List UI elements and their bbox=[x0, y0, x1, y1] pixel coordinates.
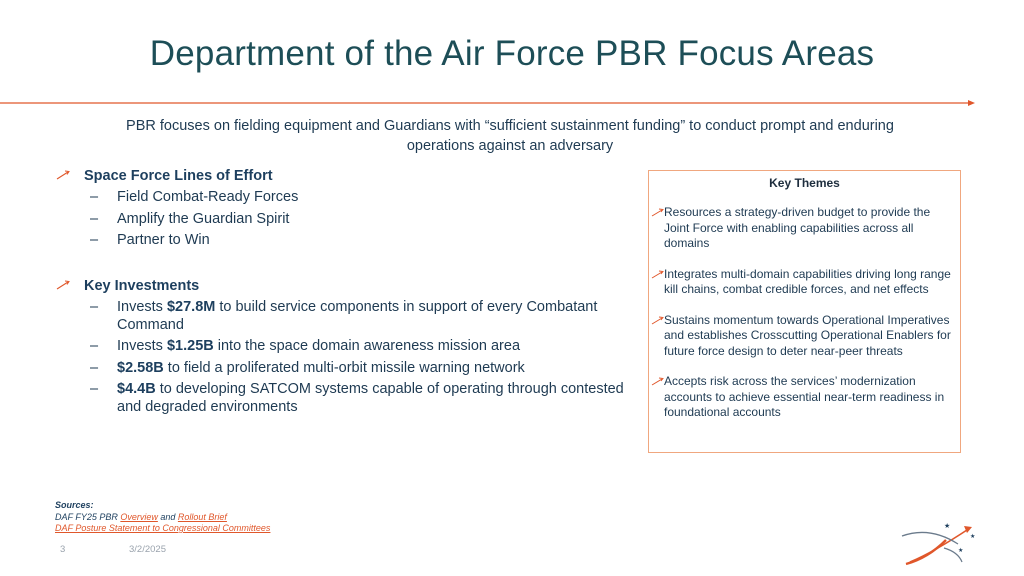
sources-label: Sources: bbox=[55, 500, 94, 510]
list-item: – Invests $1.25B into the space domain awareness mission area bbox=[90, 338, 521, 354]
sources-line-1: DAF FY25 PBR Overview and Rollout Brief bbox=[55, 511, 227, 522]
posture-statement-link[interactable]: DAF Posture Statement to Congressional Committees bbox=[55, 523, 271, 533]
list-item: – $4.4B to developing SATCOM systems capable of operating through contested and degraded environments bbox=[90, 381, 624, 415]
page-title: Department of the Air Force PBR Focus Areas bbox=[149, 34, 875, 73]
overview-link[interactable]: Overview bbox=[120, 511, 158, 522]
list-item-text: Amplify the Guardian Spirit bbox=[117, 210, 290, 227]
theme-text: Sustains momentum towards Operational Imperatives and establishes Crosscutting Operational Enablers for future force design to deter near-peer threats bbox=[664, 312, 951, 358]
theme-item bbox=[649, 267, 960, 298]
investment-amount: $27.8M bbox=[166, 298, 216, 315]
list-item-text: Field Combat-Ready Forces bbox=[117, 189, 299, 205]
investment-amount: $2.58B bbox=[117, 359, 164, 376]
list-item: – Field Combat-Ready Forces bbox=[90, 189, 299, 205]
key-investments-heading bbox=[56, 276, 636, 296]
arrow-bullet-icon bbox=[56, 279, 70, 291]
arrow-bullet-icon bbox=[651, 269, 664, 279]
svg-text:★: ★ bbox=[944, 522, 951, 530]
title-divider bbox=[0, 98, 975, 108]
footer-date: 3/2/2025 bbox=[129, 544, 166, 555]
page-number: 3 bbox=[60, 544, 66, 555]
theme-text: Resources a strategy-driven budget to provide the Joint Force with enabling capabilities across all domains bbox=[664, 205, 931, 250]
arrow-bullet-icon bbox=[651, 207, 664, 217]
arrow-bullet-icon bbox=[651, 376, 664, 386]
svg-text:★: ★ bbox=[970, 533, 976, 540]
arrow-bullet-icon bbox=[651, 315, 664, 325]
lines-of-effort-heading-text: Space Force Lines of Effort bbox=[84, 168, 273, 184]
list-item: – $2.58B to field a proliferated multi-orbit missile warning network bbox=[90, 359, 525, 376]
key-themes-title: Key Themes bbox=[769, 176, 840, 190]
key-themes-box bbox=[648, 170, 961, 453]
list-item: – Invests $27.8M to build service components in support of every Combatant Command bbox=[90, 298, 598, 333]
sources-line-2 bbox=[55, 523, 270, 535]
theme-item bbox=[649, 313, 960, 360]
theme-text: Accepts risk across the services’ modernization accounts to achieve essential near-term readiness in foundational accounts bbox=[664, 374, 945, 419]
theme-text: Integrates multi-domain capabilities driving long range kill chains, combat credible forces, and net effects bbox=[664, 266, 951, 296]
subtitle: PBR focuses on fielding equipment and Guardians with “sufficient sustainment funding” to conduct prompt and enduring operations against an adversary bbox=[126, 118, 894, 154]
list-item: – Amplify the Guardian Spirit bbox=[90, 210, 290, 227]
investments-list bbox=[56, 298, 636, 417]
air-force-logo-icon bbox=[900, 518, 980, 568]
rollout-brief-link[interactable]: Rollout Brief bbox=[177, 511, 227, 522]
arrow-bullet-icon bbox=[56, 169, 70, 181]
investment-amount: $1.25B bbox=[166, 338, 214, 354]
lines-of-effort-list bbox=[56, 188, 636, 249]
key-investments-heading-text: Key Investments bbox=[84, 277, 200, 294]
investment-amount: $4.4B bbox=[117, 381, 156, 397]
sources-block bbox=[55, 500, 270, 535]
theme-item bbox=[649, 205, 960, 252]
svg-text:★: ★ bbox=[958, 547, 964, 554]
list-item-text: Partner to Win bbox=[117, 232, 210, 248]
left-column bbox=[56, 166, 636, 420]
lines-of-effort-heading bbox=[56, 166, 636, 186]
list-item: – Partner to Win bbox=[90, 232, 210, 248]
theme-item bbox=[649, 374, 960, 421]
